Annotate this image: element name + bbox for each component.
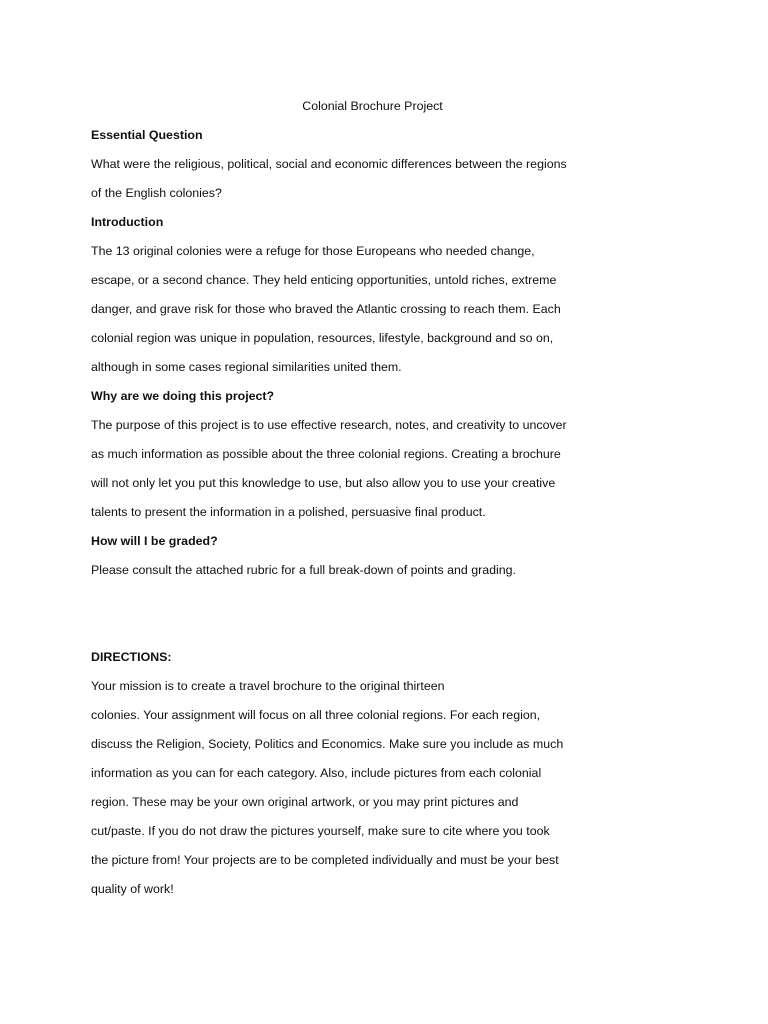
grading-heading: How will I be graded? (91, 534, 218, 548)
document-body (91, 92, 591, 904)
introduction-line: The 13 original colonies were a refuge for those Europeans who needed change, (91, 244, 535, 258)
document-title: Colonial Brochure Project (302, 99, 443, 113)
essential-question-line: of the English colonies? (91, 186, 222, 200)
directions-line: cut/paste. If you do not draw the pictures yourself, make sure to cite where you took (91, 824, 550, 838)
introduction-line: escape, or a second chance. They held enticing opportunities, untold riches, extreme (91, 273, 557, 287)
directions-line: region. These may be your own original artwork, or you may print pictures and (91, 795, 519, 809)
why-line: talents to present the information in a polished, persuasive final product. (91, 505, 486, 519)
directions-line: the picture from! Your projects are to be completed individually and must be your best (91, 853, 559, 867)
grading-line: Please consult the attached rubric for a full break-down of points and grading. (91, 563, 516, 577)
why-line: as much information as possible about the three colonial regions. Creating a brochure (91, 447, 561, 461)
why-line: The purpose of this project is to use effective research, notes, and creativity to uncover (91, 418, 567, 432)
why-line: will not only let you put this knowledge to use, but also allow you to use your creative (91, 476, 556, 490)
directions-heading: DIRECTIONS: (91, 650, 172, 664)
why-heading: Why are we doing this project? (91, 389, 275, 403)
essential-question-heading: Essential Question (91, 128, 203, 142)
essential-question-line: What were the religious, political, social and economic differences between the regions (91, 157, 567, 171)
directions-line: quality of work! (91, 882, 174, 896)
directions-line: information as you can for each category. Also, include pictures from each colonial (91, 766, 542, 780)
directions-line: discuss the Religion, Society, Politics and Economics. Make sure you include as much (91, 737, 564, 751)
introduction-line: colonial region was unique in population, resources, lifestyle, background and so on, (91, 331, 554, 345)
directions-line: colonies. Your assignment will focus on all three colonial regions. For each region, (91, 708, 541, 722)
introduction-heading: Introduction (91, 215, 164, 229)
directions-line: Your mission is to create a travel brochure to the original thirteen (91, 679, 445, 693)
introduction-line: although in some cases regional similarities united them. (91, 360, 402, 374)
introduction-line: danger, and grave risk for those who braved the Atlantic crossing to reach them. Each (91, 302, 561, 316)
section-gap (91, 585, 591, 643)
